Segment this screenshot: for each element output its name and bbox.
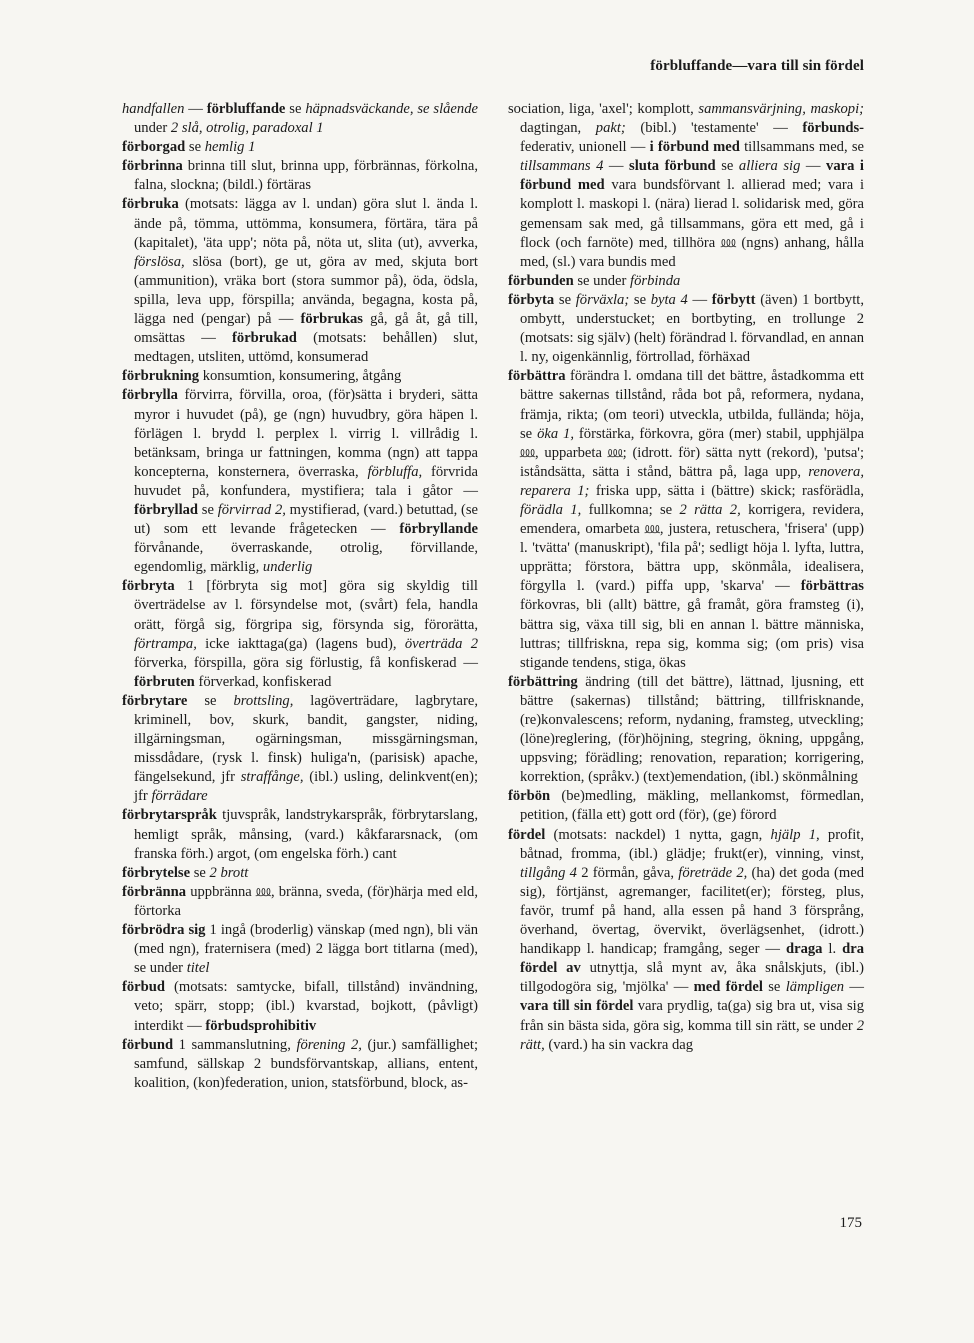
headword: förbränna <box>122 883 187 900</box>
entry-text: 2 förmån, gåva, <box>576 864 679 881</box>
entry-text: (även) 1 bortbytt, ombytt, understucket; en bortbyting, en trollunge 2 (motsats: sig själv) (helt) förändrad l. förvandlad, en annan l. ny, oigenkännlig, förtrollad, förhäxad <box>520 291 864 366</box>
headword: draga <box>785 941 823 958</box>
headword: förbättring <box>508 673 578 690</box>
entry-text: 1 ingå (broderlig) vänskap (med ngn), bli vän (med ngn), fraternisera (med) 2 lägga bort titlarna (med), se under <box>134 922 478 977</box>
entry-text: förverkad, konfiskerad <box>194 673 332 690</box>
cross-reference: 2 brott <box>209 864 249 881</box>
headword: förbättra <box>508 368 566 385</box>
headword: fördel <box>508 826 546 843</box>
headword: förbrylla <box>122 387 178 404</box>
right-column <box>508 100 864 1055</box>
headword: förbrukning <box>122 368 200 385</box>
cross-reference: alliera sig <box>738 158 801 175</box>
headword: med fördel <box>693 979 763 996</box>
entry-text: se under <box>573 272 631 289</box>
entry-text: konsumtion, konsumering, åtgång <box>199 368 402 385</box>
entry-text: fullkomna; se <box>581 501 680 518</box>
entry-text: sociation, liga, 'axel'; komplott, <box>508 101 699 117</box>
entry-text: uppbränna ⅏, bränna, sveda, (för)härja med eld, förtorka <box>134 883 478 919</box>
cross-reference: 2 rätta 2, <box>679 501 741 518</box>
cross-reference: 2 rätt, <box>520 1017 864 1053</box>
cross-reference: hjälp 1, <box>770 826 820 843</box>
dictionary-entry <box>122 577 478 692</box>
headword: förbud <box>122 979 165 996</box>
headword: förbryllande <box>399 521 478 538</box>
entry-text: — <box>184 101 207 117</box>
headword: förbrinna <box>122 158 183 175</box>
cross-reference: förväxla; <box>575 291 630 308</box>
cross-reference: handfallen <box>122 101 185 117</box>
headword: förbrytare <box>122 692 188 709</box>
dictionary-entry <box>122 692 478 807</box>
entry-text: vara prydlig, ta(ga) sig bra ut, visa sig från sin bästa sida, göra sig, komma till sin rätt, se under <box>520 998 864 1034</box>
entry-text: — <box>844 979 864 996</box>
cross-reference: överträda 2 <box>404 635 478 652</box>
headword: vara i förbund med <box>520 158 864 194</box>
running-head: förbluffande—vara till sin fördel <box>650 58 864 74</box>
cross-reference: sammansvärjning, maskopi; <box>698 101 864 117</box>
cross-reference: öka 1, <box>537 425 575 442</box>
entry-text: dagtingan, <box>520 120 596 137</box>
dictionary-entry <box>122 806 478 863</box>
dictionary-entry <box>122 883 478 921</box>
entry-text: (vard.) ha sin vackra dag <box>544 1036 694 1053</box>
dictionary-entry <box>508 367 864 673</box>
cross-reference: förbinda <box>630 272 681 289</box>
dictionary-entry <box>508 787 864 825</box>
dictionary-entry <box>508 291 864 367</box>
cross-reference: hemlig 1 <box>204 139 256 156</box>
dictionary-entry <box>122 157 478 195</box>
headword: förbunden <box>508 272 574 289</box>
entry-text: lagöverträdare, lagbrytare, kriminell, bov, skurk, bandit, gangster, niding, illgärningsman, ogärningsman, missgärningsman, missdådare, (rysk l. finsk) huliga'n, (parisisk) apache, fängelsekund, jfr <box>134 692 478 786</box>
entry-text: förstärka, förkovra, göra (mer) stabil, upphjälpa ⅏, upparbeta ⅏; (idrott. för) sätta nytt (rekord), 'putsa'; iståndsätta, sätta i stånd, bättra på, laga upp, <box>520 425 865 480</box>
entry-text: (ibl.) usling, delinkvent(en); jfr <box>134 769 478 805</box>
entry-text: l. <box>822 941 843 958</box>
entry-text: — <box>800 158 827 175</box>
cross-reference: förrädare <box>151 788 208 805</box>
headword: förbruten <box>134 673 195 690</box>
entry-text: förverka, förspilla, göra sig förlustig, få konfiskerad — <box>134 654 478 671</box>
page-number: 175 <box>839 1215 862 1231</box>
headword: förbunds- <box>802 120 864 137</box>
entry-text: — <box>603 158 630 175</box>
dictionary-entry <box>122 100 478 138</box>
headword: förbudsprohibitiv <box>205 1017 317 1034</box>
dictionary-entry <box>122 386 478 577</box>
entry-text: förkovras, bli (allt) bättre, gå framåt, göra framsteg (i), bättra sig, växa till sig, bli en annan l. bättre människa, luttras; tillfriskna, repa sig, komma sig; (om pris) visa stigande tendens, stiga, ökas <box>520 597 864 671</box>
headword: förborgad <box>122 139 186 156</box>
cross-reference: förening 2, <box>296 1036 362 1053</box>
entry-text: friska upp, sätta i (bättre) skick; rasförädla, <box>589 482 864 499</box>
cross-reference: brottsling, <box>233 692 294 709</box>
cross-reference: pakt; <box>595 120 626 137</box>
dictionary-entry <box>122 921 478 978</box>
entry-text: se <box>629 291 651 308</box>
dictionary-entry <box>508 673 864 788</box>
entry-text: profit, båtnad, fromma, (ibl.) glädje; frukt(er), vinning, vinst, <box>520 826 864 862</box>
entry-text: se <box>187 692 234 709</box>
entry-text: (jur.) samfällighet; samfund, sällskap 2 bundsförvantskap, allians, entent, koalition, (kon)federation, union, statsförbund, block, as- <box>134 1036 478 1091</box>
headword: förbrytarspråk <box>122 807 217 824</box>
cross-reference: titel <box>186 960 210 977</box>
dictionary-entry <box>122 367 478 386</box>
headword: förbryllad <box>134 501 199 518</box>
entry-text: 1 sammanslutning, <box>173 1036 297 1053</box>
headword: förbruka <box>122 196 179 213</box>
entry-text: under <box>134 120 171 137</box>
dictionary-entry <box>508 826 864 1055</box>
entry-text: se <box>185 139 205 156</box>
headword: förbön <box>508 788 551 805</box>
cross-reference: förtrampa, <box>134 635 197 652</box>
entry-text: se <box>285 101 306 117</box>
entry-text: tillsammans med, se <box>739 139 864 156</box>
entry-text: förvirra, förvilla, oroa, (för)sätta i bryderi, sätta myror i huvudet (på), ge (ngn) huvudbry, göra häpen l. förlägen l. brydd l. perplex l. virrig l. villrådig l. betänksam, bringa ur fattningen, komma (ngn) att tappa koncepterna, konsternera, överraska, <box>134 387 478 480</box>
cross-reference: häpnadsväckande, se slående <box>305 101 478 117</box>
headword: förbrukad <box>232 330 297 347</box>
dictionary-entry <box>508 272 864 291</box>
cross-reference: renovera, reparera 1; <box>520 463 864 499</box>
headword: förbyta <box>508 291 555 308</box>
entry-text: (be)medling, mäkling, mellankomst, förmedlan, petition, (fälla ett) gott ord (för), (ge) förord <box>520 788 864 824</box>
entry-text: se <box>762 979 786 996</box>
entry-text: — <box>687 291 712 308</box>
entry-text: (motsats: samtycke, bifall, tillstånd) invändning, veto; spärr, stopp; (ibl.) kvarstad, bojkott, (påvligt) interdikt — <box>134 979 478 1034</box>
cross-reference: straffånge, <box>240 769 304 786</box>
headword: förbrukas <box>300 311 363 328</box>
entry-text: brinna till slut, brinna upp, förbrännas, förkolna, falna, slockna; (bildl.) förtäras <box>134 158 478 194</box>
entry-text: tjuvspråk, landstrykarspråk, förbrytarslang, hemligt språk, månsing, (vard.) kåkfararsnack, (om franska förh.) argot, (om engelska förh.) cant <box>134 807 478 862</box>
entry-text: ändring (till det bättre), lättnad, ljusning, ett bättre (sakernas) tillstånd; bättring, tillfrisknande, (re)konvalescens; reform, nydaning, framsteg, utveckling; (löne)reglering, (för)höjning, stegring, ökning, uppgång, uppsving; förädling; renovation, reparation; korrigering, korrektion, (språkv.) (text)emendation, (ibl.) skönmålning <box>520 673 864 786</box>
cross-reference: förslösa, <box>134 253 185 270</box>
entry-text: (ha) det goda (med sig), förtjänst, agremanger, facilitet(er); försteg, plus, favör, trumf på hand, alla essen på hand 3 försprång, överhand, övertag, övervikt, överlägsenhet, (idrott.) handikapp l. handicap; framgång, seger — <box>520 864 864 958</box>
headword: förbättras <box>800 578 864 595</box>
cross-reference: företräde 2, <box>678 864 748 881</box>
entry-text: förändra l. omdana till det bättre, åstadkomma ett bättre sakernas tillstånd, råda bot på, reformera, nydana, främja, rikta; (om teori) utveckla, utbilda, fulländа; höja, se <box>520 368 864 442</box>
dictionary-entry <box>122 978 478 1035</box>
entry-text: icke iakttaga(ga) (lagens bud), <box>196 635 405 652</box>
entry-text: (motsats: lägga av l. undan) göra slut l. ända l. ände på, tömma, uttömma, konsumera, förtära, tära på (kapitalet), 'äta upp'; nöta på, nöta ut, slita (ut), avverka, <box>134 196 478 251</box>
entry-text: se <box>554 291 576 308</box>
headword: förbund <box>122 1036 174 1053</box>
entry-text: (motsats: behållen) slut, medtagen, utsliten, uttömd, konsumerad <box>134 330 478 366</box>
entry-text: utnyttja, slå mynt av, åka snålskjuts, (ibl.) tillgodogöra sig, 'mjölka' — <box>520 960 864 996</box>
headword: förbytt <box>711 291 756 308</box>
headword: sluta förbund <box>629 158 716 175</box>
cross-reference: förvirrad 2, <box>217 501 286 518</box>
entry-text: se <box>190 864 210 881</box>
cross-reference: underlig <box>262 559 313 576</box>
entry-text: (motsats: nackdel) 1 nytta, gagn, <box>545 826 771 843</box>
dictionary-entry <box>508 100 864 272</box>
left-column <box>122 100 478 1093</box>
cross-reference: förbluffa, <box>367 463 423 480</box>
dictionary-entry <box>122 864 478 883</box>
entry-text: slösa (bort), ge ut, göra av med, skjuta bort (ammunition), vräka bort (stora summor på), öda, ödsla, spilla, leva upp, förspilla; använda, begagna, kosta på, lägga ned (pengar) på — <box>134 253 478 328</box>
entry-text: mystifierad, (vard.) betuttad, (se ut) som ett levande frågetecken — <box>134 501 478 538</box>
entry-text: förvånande, överraskande, otrolig, förvillande, egendomlig, märklig, <box>134 540 478 576</box>
headword: vara till sin fördel <box>520 998 634 1015</box>
dictionary-entry <box>122 1036 478 1093</box>
entry-text: federativ, unionell — <box>520 139 650 156</box>
headword: förbrytelse <box>122 864 191 881</box>
headword: i förbund med <box>649 139 740 156</box>
dictionary-entry <box>122 195 478 367</box>
entry-text: (bibl.) 'testamente' — <box>625 120 803 137</box>
entry-text: korrigera, revidera, emendera, omarbeta ⅏, justera, retuschera, 'frisera' (upp) l. 'tvätta' (manuskript), 'fila på'; sedligt höja l. lyfta, luttra, upprätta; förstora, bättra upp, skönmåla, idealisera, förgylla l. (vard.) piffa upp, 'skarva' — <box>520 501 865 595</box>
entry-text: se <box>715 158 739 175</box>
cross-reference: byta 4 <box>650 291 688 308</box>
cross-reference: lämpligen <box>785 979 845 996</box>
entry-text: vara bundsförvant l. allierad med; vara i komplott l. maskopi l. (nära) lierad l. solidarisk med, göra gemensam sak med, gå tillsammans, göra ett med, gå i flock (och farnöte) med, tillhöra ⅏ (ngns) anhang, hålla med, (sl.) vara bundis med <box>520 177 865 270</box>
cross-reference: tillsammans 4 <box>520 158 604 175</box>
dictionary-entry <box>122 138 478 157</box>
cross-reference: förädla 1, <box>520 501 582 518</box>
headword: dra fördel av <box>520 941 864 977</box>
entry-text: 1 [förbryta sig mot] göra sig skyldig till överträdelse av l. försyndelse mot, (svårt) fela, handla orätt, förgå sig, förgripa sig, försynda sig, förorätta, <box>134 578 478 633</box>
entry-text: se <box>198 501 218 518</box>
headword: förbryta <box>122 578 175 595</box>
headword: förbluffande <box>206 101 286 117</box>
cross-reference: 2 slå, otrolig, paradoxal 1 <box>170 120 324 137</box>
cross-reference: tillgång 4 <box>520 864 577 881</box>
headword: förbrödra sig <box>122 922 206 939</box>
entry-text: gå, gå åt, gå till, omsättas — <box>134 311 478 347</box>
entry-text: förvrida huvudet på, konfundera, mystifiera; tala i gåtor — <box>134 463 478 499</box>
